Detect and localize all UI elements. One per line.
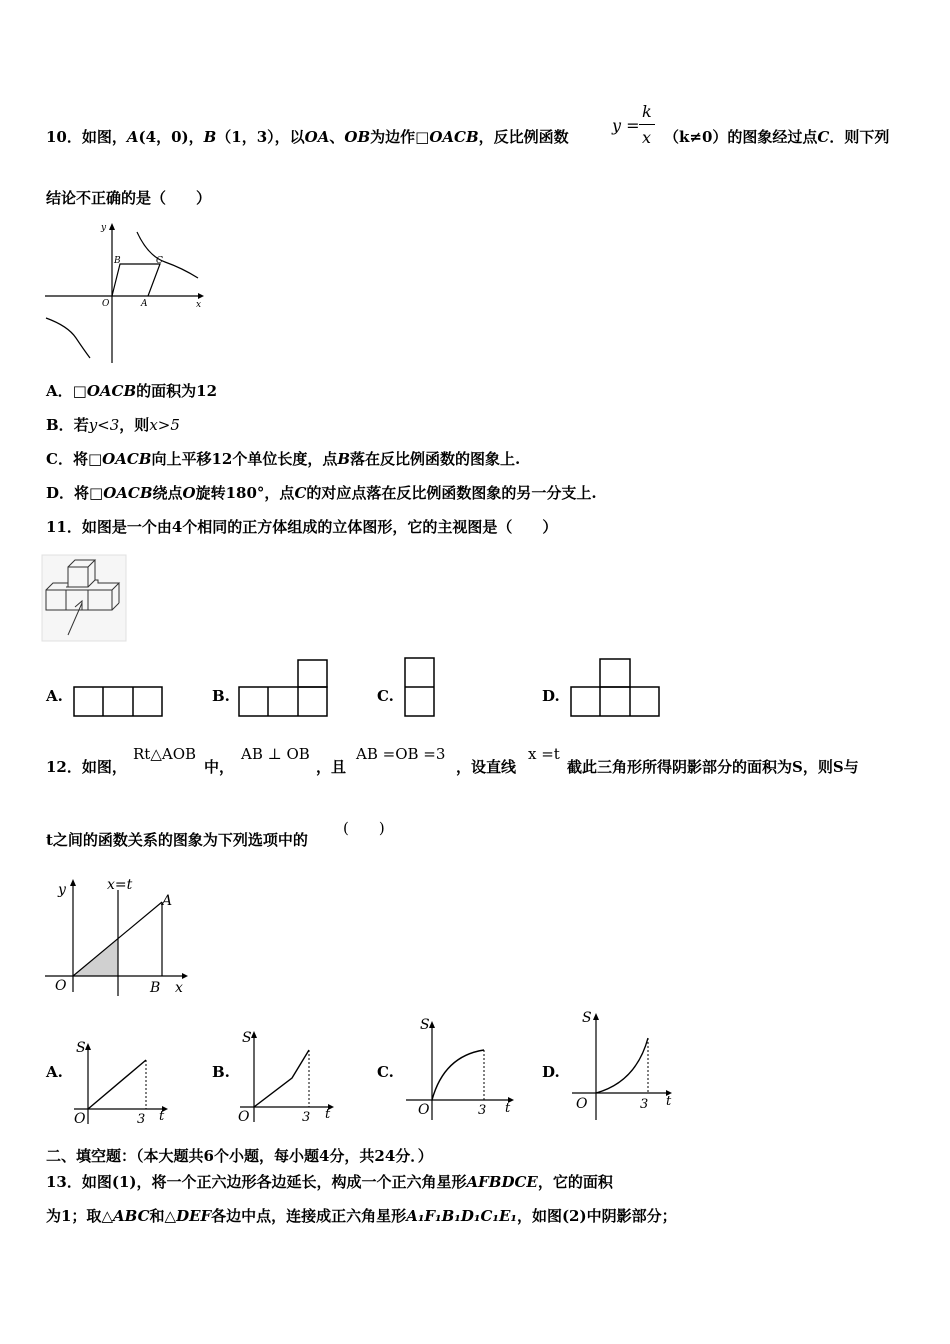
q10-stem-line1: 10．如图，A(4，0)，B（1，3），以OA、OB为边作□OACB，反比例函数 <box>46 128 569 146</box>
q12-shezhi: ，设直线 <box>456 758 517 776</box>
curve-convex <box>596 1038 648 1093</box>
formula-x: x <box>642 128 652 147</box>
svg-text:O: O <box>418 1102 430 1118</box>
q11-option-d-label[interactable]: D. <box>542 687 560 705</box>
hyperbola-branch-1 <box>137 232 198 278</box>
x-axis-arrow <box>198 293 204 299</box>
q12-rest: 截此三角形所得阴影部分的面积为S，则S与 <box>567 758 859 776</box>
svg-text:S: S <box>76 1040 86 1056</box>
x-axis-arrow <box>182 973 188 979</box>
q12-option-a-graph[interactable] <box>70 1040 170 1125</box>
svg-text:O: O <box>238 1109 250 1125</box>
label-c: C <box>156 256 163 266</box>
svg-text:t: t <box>325 1107 331 1122</box>
q11-option-b-label[interactable]: B. <box>212 687 230 705</box>
q10-option-d[interactable]: D．将□OACB绕点O旋转180°，点C的对应点落在反比例函数图象的另一分支上. <box>46 484 597 502</box>
q13-line2: 为1；取△ABC和△DEF各边中点，连接成正六角星形A₁F₁B₁D₁C₁E₁，如图(2)中阴影部分； <box>46 1207 677 1225</box>
label-x-eq-t: x=t <box>107 877 133 893</box>
formula-y-eq: y = <box>612 116 640 135</box>
q12-option-b-graph[interactable] <box>236 1028 336 1125</box>
svg-text:3: 3 <box>640 1097 649 1112</box>
svg-text:S: S <box>582 1010 592 1026</box>
q11-option-b-view[interactable] <box>238 659 330 719</box>
svg-text:S: S <box>420 1017 430 1033</box>
q13-line1: 13．如图(1)，将一个正六边形各边延长，构成一个正六角星形AFBDCE，它的面积 <box>46 1173 613 1191</box>
curve-concave <box>432 1050 484 1100</box>
y-axis-arrow <box>70 879 76 886</box>
svg-text:3: 3 <box>137 1112 146 1127</box>
formula-k: k <box>642 102 652 121</box>
q11-option-c-view[interactable] <box>404 657 438 719</box>
q12-figure <box>42 872 202 997</box>
q12-zhong: 中， <box>204 758 235 776</box>
q11-option-a-view[interactable] <box>73 686 165 718</box>
q12-qie: ，且 <box>316 758 347 776</box>
q12-option-b-label[interactable]: B. <box>212 1063 230 1081</box>
parallelogram-oacb <box>112 264 160 296</box>
q12-option-d-label[interactable]: D. <box>542 1063 560 1081</box>
q10-option-c[interactable]: C．将□OACB向上平移12个单位长度，点B落在反比例函数的图象上. <box>46 450 521 468</box>
q10-stem-line1-end: （k≠0）的图象经过点C．则下列 <box>664 128 890 146</box>
q12-paren: ( ) <box>343 819 385 837</box>
q12-option-c-graph[interactable] <box>404 1014 519 1124</box>
label-b: B <box>114 256 121 266</box>
label-b: B <box>150 980 161 996</box>
svg-text:O: O <box>576 1096 588 1112</box>
label-o: O <box>102 299 110 309</box>
q12-option-a-label[interactable]: A. <box>46 1063 63 1081</box>
svg-text:O: O <box>74 1111 86 1127</box>
svg-text:t: t <box>159 1109 165 1124</box>
q12-option-c-label[interactable]: C. <box>377 1063 394 1081</box>
label-a: A <box>141 299 148 309</box>
q12-num: 12．如图， <box>46 758 127 776</box>
section-2-heading: 二、填空题：（本大题共6个小题，每小题4分，共24分．） <box>46 1147 433 1165</box>
q12-eq: AB =OB =3 <box>356 745 446 763</box>
curve-piecewise <box>254 1050 309 1107</box>
q11-option-c-label[interactable]: C. <box>377 687 394 705</box>
q12-perp: AB ⊥ OB <box>241 745 310 763</box>
svg-text:t: t <box>505 1101 511 1116</box>
svg-text:3: 3 <box>478 1103 487 1118</box>
q12-line2: t之间的函数关系的图象为下列选项中的 <box>46 831 308 849</box>
label-x: x <box>175 980 183 996</box>
label-y: y <box>101 223 107 233</box>
q12-option-d-graph[interactable] <box>570 1008 680 1124</box>
curve-linear <box>88 1060 146 1109</box>
label-a: A <box>162 893 173 909</box>
label-o: O <box>55 978 67 994</box>
svg-text:t: t <box>666 1094 672 1109</box>
figure-background <box>42 555 126 641</box>
q10-stem-line2: 结论不正确的是（ ） <box>46 189 212 207</box>
q12-rt: Rt△AOB <box>133 745 197 763</box>
label-x: x <box>196 300 202 310</box>
q10-option-a[interactable]: A．□OACB的面积为12 <box>46 382 218 400</box>
y-axis-arrow <box>109 223 115 230</box>
svg-text:3: 3 <box>302 1110 311 1125</box>
fraction-bar <box>639 124 655 125</box>
hyperbola-branch-2 <box>46 318 90 358</box>
label-y: y <box>58 882 66 898</box>
q11-option-d-view[interactable] <box>570 658 662 719</box>
q10-figure <box>40 218 210 368</box>
q11-option-a-label[interactable]: A. <box>46 687 63 705</box>
q10-option-b[interactable]: B．若y<3，则x>5 <box>46 416 180 434</box>
svg-text:S: S <box>242 1030 252 1046</box>
q11-solid-figure <box>42 555 128 643</box>
q11-stem: 11．如图是一个由4个相同的正方体组成的立体图形，它的主视图是（ ） <box>46 518 558 536</box>
q12-xt: x =t <box>528 745 560 763</box>
